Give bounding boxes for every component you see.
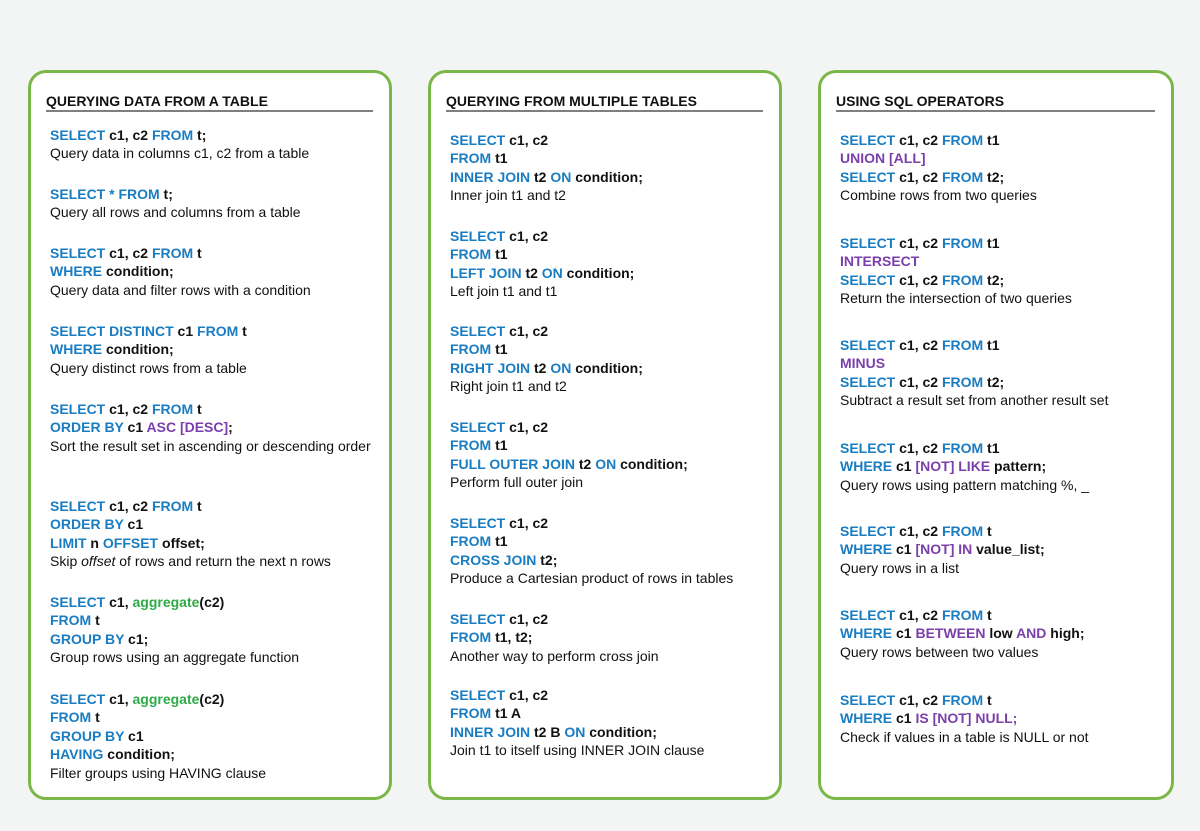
code-text: c1 bbox=[123, 516, 144, 533]
kw-where: WHERE bbox=[50, 263, 103, 280]
query-entry bbox=[50, 497, 375, 571]
code-text: condition; bbox=[103, 746, 175, 763]
code-line bbox=[840, 439, 1157, 457]
query-entry bbox=[450, 514, 765, 588]
code-text: t1 bbox=[491, 341, 508, 358]
code-text: c1, c2 bbox=[895, 337, 942, 353]
entry-description: Query data in columns c1, c2 from a table bbox=[50, 145, 310, 162]
code-text: t bbox=[91, 612, 100, 629]
code-text: condition; bbox=[102, 263, 174, 280]
kw-from: FROM bbox=[941, 523, 984, 539]
code-text: c1, c2 bbox=[895, 607, 942, 623]
kw-on: ON bbox=[550, 359, 572, 376]
code-line bbox=[450, 168, 765, 186]
kw-on: ON bbox=[595, 455, 617, 472]
kw-select: SELECT bbox=[840, 607, 896, 623]
entry-description: Query rows in a list bbox=[840, 559, 960, 576]
entry-description: Filter groups using HAVING clause bbox=[50, 764, 267, 781]
code-line bbox=[50, 745, 375, 763]
query-entry bbox=[50, 185, 375, 222]
kw-cross-join: CROSS JOIN bbox=[450, 551, 537, 568]
code-line bbox=[50, 126, 375, 144]
entry-description: Sort the result set in ascending or descending order bbox=[50, 437, 371, 454]
code-text: t2 bbox=[530, 168, 551, 185]
query-entry bbox=[50, 244, 375, 300]
code-text: t bbox=[193, 401, 202, 417]
code-text: c1 bbox=[123, 419, 147, 436]
code-text: c1, c2 bbox=[895, 132, 942, 148]
code-text: c1 bbox=[892, 458, 916, 475]
code-text: t2; bbox=[536, 551, 558, 568]
code-text: t2 B bbox=[530, 723, 565, 740]
kw-select: SELECT bbox=[50, 401, 106, 417]
code-line bbox=[450, 149, 765, 167]
code-line bbox=[50, 727, 375, 745]
kw-on: ON bbox=[564, 723, 586, 740]
kw-from: FROM bbox=[50, 709, 92, 726]
kw-from: FROM bbox=[197, 323, 239, 339]
code-text: ( bbox=[199, 691, 205, 707]
query-entry bbox=[50, 126, 375, 163]
kw-from: FROM bbox=[151, 245, 194, 261]
code-text: condition; bbox=[616, 455, 688, 472]
code-text: condition; bbox=[571, 359, 643, 376]
kw-left-join: LEFT JOIN bbox=[450, 264, 522, 281]
code-text: condition; bbox=[585, 723, 657, 740]
code-text: c1, c2 bbox=[895, 168, 942, 185]
entry-description: Right join t1 and t2 bbox=[450, 378, 567, 395]
code-text: c1 bbox=[896, 710, 916, 727]
code-text: n bbox=[86, 534, 103, 551]
code-text: c1, c2 bbox=[895, 440, 942, 456]
code-text: t bbox=[193, 245, 202, 261]
entry-description: Inner join t1 and t2 bbox=[450, 187, 566, 204]
section-title: QUERYING DATA FROM A TABLE bbox=[46, 93, 373, 112]
query-entry bbox=[450, 686, 765, 760]
kw-from: FROM bbox=[450, 437, 492, 454]
code-text: t2 bbox=[574, 455, 596, 472]
code-text: c1, c2 bbox=[895, 235, 942, 251]
code-line bbox=[450, 628, 765, 646]
kw-where: WHERE bbox=[840, 541, 893, 558]
code-text: condition; bbox=[571, 168, 643, 185]
code-line bbox=[50, 244, 375, 262]
kw-where: WHERE bbox=[50, 341, 103, 358]
code-text: c1, c2 bbox=[105, 498, 152, 514]
code-line bbox=[450, 532, 765, 550]
kw-select: SELECT bbox=[840, 235, 896, 251]
code-text: c1, c2 bbox=[505, 132, 549, 148]
code-line bbox=[450, 340, 765, 358]
desc-text: of rows and return the next n rows bbox=[115, 553, 331, 570]
code-line bbox=[50, 593, 375, 611]
code-line bbox=[50, 262, 375, 280]
kw-from: FROM bbox=[151, 401, 194, 417]
code-text: c1, c2 bbox=[505, 228, 549, 244]
kw-from: FROM bbox=[450, 705, 492, 722]
kw-group-by: GROUP BY bbox=[50, 727, 125, 744]
code-line bbox=[450, 610, 765, 628]
kw-from: FROM bbox=[941, 607, 984, 623]
entry-description: Query rows between two values bbox=[840, 643, 1039, 660]
code-line bbox=[450, 551, 765, 569]
code-line bbox=[840, 234, 1157, 252]
code-line bbox=[840, 336, 1157, 354]
entry-description: Subtract a result set from another result set bbox=[840, 392, 1109, 409]
kw-select-distinct: SELECT DISTINCT bbox=[50, 323, 174, 339]
code-text: t bbox=[238, 323, 247, 339]
code-line bbox=[450, 418, 765, 436]
kw-and: AND bbox=[1016, 625, 1047, 642]
kw-from: FROM bbox=[151, 498, 194, 514]
kw-is-not-null: IS [NOT] NULL; bbox=[915, 710, 1018, 727]
code-line bbox=[50, 340, 375, 358]
code-line bbox=[840, 457, 1157, 475]
code-line bbox=[840, 691, 1157, 709]
code-text: ( bbox=[199, 594, 205, 610]
card-querying-data bbox=[28, 70, 392, 800]
code-text: c1, c2 bbox=[895, 692, 942, 708]
code-line bbox=[450, 131, 765, 149]
kw-select: SELECT bbox=[50, 245, 106, 261]
code-text: c1, bbox=[105, 594, 133, 610]
entry-description: Combine rows from two queries bbox=[840, 187, 1037, 204]
code-text: t2; bbox=[983, 373, 1005, 390]
code-line bbox=[450, 704, 765, 722]
kw-select: SELECT bbox=[840, 373, 896, 390]
code-line bbox=[840, 252, 1157, 270]
entry-description: Perform full outer join bbox=[450, 474, 584, 491]
code-text: pattern; bbox=[990, 458, 1047, 475]
kw-limit: LIMIT bbox=[50, 534, 87, 551]
code-line bbox=[450, 455, 765, 473]
code-text: t; bbox=[193, 127, 207, 143]
code-line bbox=[50, 611, 375, 629]
code-text: t2; bbox=[983, 168, 1005, 185]
kw-from: FROM bbox=[450, 246, 492, 263]
kw-inner-join: INNER JOIN bbox=[450, 723, 531, 740]
code-text: t1 bbox=[983, 235, 1000, 251]
fn-aggregate: aggregate bbox=[132, 691, 200, 707]
code-text: t bbox=[983, 692, 992, 708]
code-line bbox=[50, 630, 375, 648]
kw-from: FROM bbox=[941, 132, 984, 148]
kw-not-like: [NOT] LIKE bbox=[915, 458, 991, 475]
card-sql-operators bbox=[818, 70, 1174, 800]
kw-select: SELECT bbox=[50, 691, 106, 707]
entry-description: Another way to perform cross join bbox=[450, 647, 659, 664]
entry-description: Query all rows and columns from a table bbox=[50, 204, 301, 221]
code-text: t1 bbox=[491, 533, 508, 550]
code-line bbox=[450, 686, 765, 704]
code-line bbox=[840, 624, 1157, 642]
kw-from: FROM bbox=[941, 168, 984, 185]
code-text: c2) bbox=[204, 691, 225, 707]
entry-description bbox=[50, 552, 375, 571]
kw-select: SELECT bbox=[450, 323, 506, 339]
code-text: c1, c2 bbox=[105, 245, 152, 261]
entry-description: Return the intersection of two queries bbox=[840, 290, 1072, 307]
code-text: t2; bbox=[983, 271, 1005, 288]
code-line bbox=[450, 245, 765, 263]
code-line bbox=[50, 534, 375, 552]
code-text: t1 bbox=[983, 132, 1000, 148]
kw-from: FROM bbox=[941, 692, 984, 708]
query-entry bbox=[450, 610, 765, 666]
code-text: t1 bbox=[491, 437, 508, 454]
kw-order-by: ORDER BY bbox=[50, 419, 124, 436]
code-line bbox=[840, 271, 1157, 289]
code-text: t1 bbox=[491, 246, 508, 263]
code-line bbox=[840, 354, 1157, 372]
code-text: condition; bbox=[102, 341, 174, 358]
code-text: c1 bbox=[124, 727, 144, 744]
entry-description: Left join t1 and t1 bbox=[450, 283, 558, 300]
code-text: c1, c2 bbox=[895, 373, 942, 390]
code-line bbox=[450, 264, 765, 282]
code-line bbox=[840, 168, 1157, 186]
query-entry bbox=[450, 227, 765, 301]
code-text: t; bbox=[159, 186, 173, 202]
code-line bbox=[840, 373, 1157, 391]
kw-from: FROM bbox=[941, 337, 984, 353]
code-text: c1, c2 bbox=[895, 523, 942, 539]
code-text: c1, c2 bbox=[105, 401, 152, 417]
code-line bbox=[840, 606, 1157, 624]
code-line bbox=[450, 514, 765, 532]
kw-from: FROM bbox=[941, 271, 984, 288]
query-entry bbox=[450, 131, 765, 205]
code-text: c1, c2 bbox=[105, 127, 152, 143]
code-text: t2 bbox=[521, 264, 542, 281]
kw-having: HAVING bbox=[50, 746, 104, 763]
kw-full-outer-join: FULL OUTER JOIN bbox=[450, 455, 575, 472]
query-entry bbox=[840, 336, 1157, 410]
entry-description: Check if values in a table is NULL or not bbox=[840, 728, 1089, 745]
kw-from: FROM bbox=[450, 629, 492, 646]
kw-select: SELECT bbox=[840, 440, 896, 456]
card-multiple-tables bbox=[428, 70, 782, 800]
kw-select: SELECT bbox=[840, 271, 896, 288]
code-line bbox=[50, 515, 375, 533]
kw-minus: MINUS bbox=[840, 355, 886, 372]
kw-select: SELECT bbox=[450, 132, 506, 148]
code-line bbox=[840, 540, 1157, 558]
code-line bbox=[450, 227, 765, 245]
code-text: condition; bbox=[562, 264, 635, 281]
query-entry bbox=[840, 439, 1157, 495]
kw-select: SELECT bbox=[840, 168, 896, 185]
query-entry bbox=[50, 400, 375, 456]
code-text: c1, bbox=[105, 691, 133, 707]
query-entry bbox=[840, 522, 1157, 578]
kw-select: SELECT bbox=[450, 419, 506, 435]
kw-select: SELECT bbox=[450, 611, 506, 627]
kw-right-join: RIGHT JOIN bbox=[450, 359, 531, 376]
kw-on: ON bbox=[541, 264, 563, 281]
query-entry bbox=[450, 322, 765, 396]
query-entry bbox=[840, 691, 1157, 747]
code-line bbox=[450, 436, 765, 454]
kw-asc-desc: ASC [DESC] bbox=[146, 419, 229, 436]
code-text: c1 bbox=[892, 541, 916, 558]
kw-not-in: [NOT] IN bbox=[915, 541, 973, 558]
code-text: t1 bbox=[491, 150, 508, 167]
code-line: ORDER BY c1 ASC [DESC]; bbox=[50, 419, 233, 436]
kw-select: SELECT bbox=[450, 515, 506, 531]
query-entry bbox=[840, 234, 1157, 308]
kw-select: SELECT bbox=[840, 132, 896, 148]
entry-description: Query distinct rows from a table bbox=[50, 359, 247, 376]
code-text: c1, c2 bbox=[505, 323, 549, 339]
kw-select-star-from: SELECT * FROM bbox=[50, 186, 160, 202]
query-entry bbox=[840, 606, 1157, 662]
kw-from: FROM bbox=[50, 612, 92, 629]
section-title: QUERYING FROM MULTIPLE TABLES bbox=[446, 93, 763, 112]
code-text: t bbox=[983, 607, 992, 623]
kw-where: WHERE bbox=[840, 458, 893, 475]
entry-description: Query data and filter rows with a condition bbox=[50, 281, 311, 298]
section-title: USING SQL OPERATORS bbox=[836, 93, 1155, 112]
kw-from: FROM bbox=[941, 440, 984, 456]
entry-description: Group rows using an aggregate function bbox=[50, 649, 300, 666]
code-line bbox=[840, 709, 1157, 727]
code-text: high; bbox=[1046, 625, 1085, 642]
code-text: t1 bbox=[983, 440, 1000, 456]
kw-select: SELECT bbox=[50, 594, 106, 610]
code-text: t2 bbox=[530, 359, 551, 376]
kw-from: FROM bbox=[450, 150, 492, 167]
code-text: c1, c2 bbox=[895, 271, 942, 288]
kw-select: SELECT bbox=[50, 127, 106, 143]
code-text: offset; bbox=[158, 534, 205, 551]
kw-between: BETWEEN bbox=[915, 625, 986, 642]
query-entry bbox=[50, 690, 375, 783]
code-text: t bbox=[193, 498, 202, 514]
code-line bbox=[50, 400, 375, 418]
entry-description: Join t1 to itself using INNER JOIN clause bbox=[450, 742, 705, 759]
kw-select: SELECT bbox=[840, 692, 896, 708]
code-text: t1, t2; bbox=[491, 629, 533, 646]
kw-intersect: INTERSECT bbox=[840, 253, 920, 270]
code-line bbox=[450, 723, 765, 741]
kw-from: FROM bbox=[941, 235, 984, 251]
code-text: c1, c2 bbox=[505, 515, 549, 531]
kw-from: FROM bbox=[151, 127, 194, 143]
code-line bbox=[50, 322, 375, 340]
code-line bbox=[840, 149, 1157, 167]
code-text: value_list; bbox=[972, 541, 1045, 558]
code-text: c1; bbox=[124, 630, 149, 647]
kw-select: SELECT bbox=[50, 498, 106, 514]
kw-from: FROM bbox=[450, 341, 492, 358]
code-text: c1 bbox=[173, 323, 198, 339]
query-entry bbox=[450, 418, 765, 492]
kw-offset: OFFSET bbox=[102, 534, 159, 551]
code-text: t1 A bbox=[491, 705, 522, 722]
desc-text: Skip bbox=[50, 553, 82, 570]
kw-on: ON bbox=[550, 168, 572, 185]
code-line bbox=[50, 708, 375, 726]
kw-where: WHERE bbox=[840, 710, 896, 727]
kw-union: UNION [ALL] bbox=[840, 150, 926, 167]
code-line bbox=[50, 185, 375, 203]
entry-description: Produce a Cartesian product of rows in tables bbox=[450, 570, 734, 587]
desc-emphasis: offset bbox=[81, 553, 116, 570]
code-text: t1 bbox=[983, 337, 1000, 353]
kw-group-by: GROUP BY bbox=[50, 630, 125, 647]
code-line bbox=[450, 322, 765, 340]
kw-inner-join: INNER JOIN bbox=[450, 168, 531, 185]
code-text: c1 bbox=[896, 625, 916, 642]
code-line bbox=[840, 131, 1157, 149]
code-text: c1, c2 bbox=[505, 419, 549, 435]
kw-where: WHERE bbox=[840, 625, 896, 642]
code-text: t bbox=[983, 523, 992, 539]
code-line bbox=[840, 522, 1157, 540]
query-entry bbox=[50, 593, 375, 667]
entry-description: Query rows using pattern matching %, _ bbox=[840, 476, 1090, 493]
fn-aggregate: aggregate bbox=[132, 594, 200, 610]
kw-select: SELECT bbox=[450, 228, 506, 244]
code-line bbox=[50, 690, 375, 708]
code-text: c1, c2 bbox=[505, 687, 549, 703]
kw-select: SELECT bbox=[840, 523, 896, 539]
code-line bbox=[50, 497, 375, 515]
code-text: t bbox=[91, 709, 100, 726]
code-text: c2) bbox=[204, 594, 225, 610]
code-text: low bbox=[985, 625, 1017, 642]
kw-from: FROM bbox=[450, 533, 492, 550]
code-line bbox=[450, 359, 765, 377]
kw-select: SELECT bbox=[450, 687, 506, 703]
kw-select: SELECT bbox=[840, 337, 896, 353]
query-entry bbox=[840, 131, 1157, 205]
kw-order-by: ORDER BY bbox=[50, 516, 124, 533]
kw-from: FROM bbox=[941, 373, 984, 390]
query-entry bbox=[50, 322, 375, 378]
code-text: c1, c2 bbox=[505, 611, 549, 627]
